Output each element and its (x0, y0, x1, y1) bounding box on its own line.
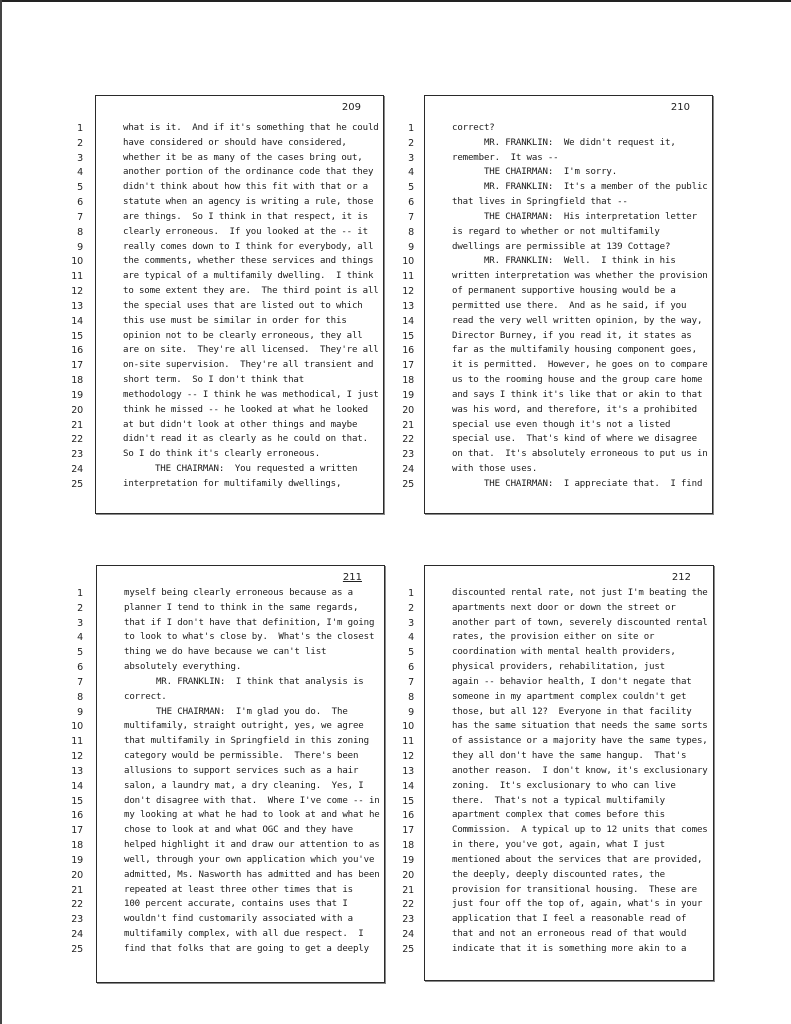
line-number: 1 (408, 588, 414, 599)
transcript-line: didn't read it as clearly as he could on that. (123, 434, 368, 445)
line-number: 10 (71, 721, 83, 733)
transcript-line: special use even though it's not a listed (452, 419, 671, 430)
line-number: 1 (77, 588, 83, 599)
line-number: 24 (71, 929, 83, 941)
transcript-line: coordination with mental health providers, (452, 647, 676, 658)
transcript-line: with those uses. (452, 464, 538, 475)
line-number: 9 (77, 706, 83, 718)
line-number: 9 (77, 241, 83, 253)
transcript-line: admitted, Ms. Nasworth has admitted and has been (124, 869, 380, 880)
line-number: 23 (71, 914, 83, 926)
line-number: 20 (402, 869, 414, 881)
line-number: 5 (408, 647, 414, 659)
transcript-line: don't disagree with that. Where I've come -- in (124, 795, 380, 806)
transcript-line: what is it. And if it's something that he could (123, 123, 379, 133)
transcript-line: on that. It's absolutely erroneous to put us in (452, 449, 708, 460)
line-number: 11 (71, 271, 83, 283)
transcript-line: provision for transitional housing. These are (452, 884, 697, 895)
transcript-line: MR. FRANKLIN: We didn't request it, (452, 137, 676, 148)
page-number: 211 (342, 572, 362, 583)
line-number: 13 (71, 765, 83, 777)
page-number: 209 (341, 102, 361, 113)
transcript-line: permitted use there. And as he said, if you (452, 300, 687, 311)
transcript-line: zoning. It's exclusionary to who can live (452, 780, 676, 791)
line-number: 12 (71, 286, 83, 298)
line-number: 21 (71, 884, 83, 896)
transcript-line: read the very well written opinion, by the way, (452, 315, 703, 326)
line-number: 7 (408, 676, 414, 688)
line-number: 4 (408, 167, 414, 179)
line-number: 19 (71, 854, 83, 866)
transcript-line: planner I tend to think in the same regards, (124, 602, 359, 613)
transcript-line: chose to look at and what OGC and they have (124, 825, 353, 836)
transcript-line: apartments next door or down the street or (452, 602, 676, 613)
transcript-line: written interpretation was whether the provision (452, 271, 708, 282)
transcript-line: of permanent supportive housing would be a (452, 286, 676, 297)
transcript-line: the special uses that are listed out to which (123, 300, 363, 311)
line-number: 17 (402, 360, 414, 372)
transcript-line: didn't think about how this fit with that or a (123, 182, 368, 193)
transcript-line: apartment complex that comes before this (452, 810, 665, 821)
transcript-line: at but didn't look at other things and maybe (123, 419, 358, 430)
line-number: 3 (408, 152, 414, 164)
line-number: 14 (71, 315, 83, 327)
transcript-line: 100 percent accurate, contains uses that I (124, 899, 348, 910)
line-number: 22 (402, 434, 414, 446)
transcript-line: again -- behavior health, I don't negate that (452, 676, 692, 687)
line-number: 20 (402, 404, 414, 416)
line-number: 8 (408, 226, 414, 238)
line-number: 20 (71, 869, 83, 881)
line-number: 6 (408, 197, 414, 209)
transcript-line: on-site supervision. They're all transient and (123, 360, 374, 371)
transcript-line: Director Burney, if you read it, it states as (452, 330, 692, 341)
transcript-line: there. That's not a typical multifamily (452, 795, 665, 806)
line-number: 14 (402, 315, 414, 327)
transcript-line: that lives in Springfield that -- (452, 197, 628, 208)
line-number: 2 (77, 602, 83, 614)
line-number: 13 (402, 300, 414, 312)
transcript-line: clearly erroneous. If you looked at the -- it (123, 226, 368, 237)
line-number: 12 (402, 751, 414, 763)
line-number: 15 (402, 330, 414, 342)
line-number: 4 (77, 167, 83, 179)
transcript-line: methodology -- I think he was methodical, I just (123, 389, 379, 400)
line-number: 24 (71, 464, 83, 476)
line-number: 11 (402, 271, 414, 283)
line-number: 24 (402, 464, 414, 476)
transcript-line: THE CHAIRMAN: I'm glad you do. The (124, 706, 348, 717)
page-number: 212 (671, 572, 691, 583)
transcript-line: physical providers, rehabilitation, just (452, 662, 665, 673)
line-number: 13 (402, 765, 414, 777)
transcript-line: my looking at what he had to look at and what he (124, 810, 380, 821)
line-number: 23 (402, 914, 414, 926)
transcript-line: myself being clearly erroneous because as a (124, 588, 353, 598)
line-number: 6 (77, 197, 83, 209)
transcript-line: think he missed -- he looked at what he looked (123, 404, 368, 415)
line-number: 7 (408, 211, 414, 223)
line-number: 18 (71, 375, 83, 387)
line-number: 15 (71, 795, 83, 807)
transcript-line: application that I feel a reasonable read of (452, 914, 687, 925)
transcript-line: of assistance or a majority have the same types, (452, 736, 708, 747)
line-number: 11 (402, 736, 414, 748)
transcript-line: rates, the provision either on site or (452, 632, 655, 643)
line-number: 5 (77, 182, 83, 194)
transcript-line: have considered or should have considered, (123, 137, 347, 148)
transcript-line: wouldn't find customarily associated with a (124, 914, 353, 925)
transcript-line: allusions to support services such as a hair (124, 765, 359, 776)
transcript-line: MR. FRANKLIN: I think that analysis is (124, 676, 364, 687)
line-number: 23 (71, 449, 83, 461)
transcript-line: helped highlight it and draw our attention to as (124, 840, 380, 851)
transcript-line: to some extent they are. The third point is all (123, 286, 379, 297)
line-number: 14 (402, 780, 414, 792)
transcript-line: special use. That's kind of where we disagree (452, 434, 697, 445)
transcript-line: remember. It was -- (452, 152, 559, 163)
transcript-line: multifamily complex, with all due respect. I (124, 929, 364, 940)
transcript-line: far as the multifamily housing component goes, (452, 345, 697, 356)
line-number: 8 (77, 691, 83, 703)
line-number: 2 (408, 137, 414, 149)
line-number: 9 (408, 706, 414, 718)
line-number: 14 (71, 780, 83, 792)
line-number: 16 (402, 345, 414, 357)
line-number: 10 (402, 256, 414, 268)
line-number: 25 (402, 478, 414, 490)
line-number: 5 (408, 182, 414, 194)
transcript-line: discounted rental rate, not just I'm beating the (452, 588, 708, 598)
line-number: 24 (402, 929, 414, 941)
transcript-line: well, through your own application which you've (124, 854, 375, 865)
transcript-line: repeated at least three other times that is (124, 884, 353, 895)
line-number: 21 (402, 419, 414, 431)
line-number: 22 (402, 899, 414, 911)
transcript-line: correct? (452, 123, 495, 133)
transcript-line: is regard to whether or not multifamily (452, 226, 660, 237)
line-number: 15 (402, 795, 414, 807)
transcript-line: MR. FRANKLIN: Well. I think in his (452, 256, 676, 267)
transcript-line: short term. So I don't think that (123, 375, 305, 386)
line-number: 16 (71, 345, 83, 357)
transcript-line: just four off the top of, again, what's in your (452, 899, 703, 910)
transcript-line: really comes down to I think for everybody, all (123, 241, 374, 252)
line-number: 10 (402, 721, 414, 733)
line-number: 3 (77, 152, 83, 164)
line-number: 13 (71, 300, 83, 312)
line-number: 12 (71, 751, 83, 763)
page-number: 210 (670, 102, 690, 113)
transcript-line: someone in my apartment complex couldn't get (452, 691, 687, 702)
transcript-line: mentioned about the services that are provided, (452, 854, 703, 865)
line-number: 8 (408, 691, 414, 703)
transcript-line: in there, you've got, again, what I just (452, 840, 665, 851)
transcript-line: dwellings are permissible at 139 Cottage? (452, 241, 671, 252)
line-number: 19 (402, 389, 414, 401)
transcript-line: us to the rooming house and the group care home (452, 375, 703, 386)
line-number: 16 (402, 810, 414, 822)
transcript-line: find that folks that are going to get a deeply (124, 943, 369, 954)
line-number: 6 (408, 662, 414, 674)
line-number: 25 (402, 943, 414, 955)
transcript-line: those, but all 12? Everyone in that facility (452, 706, 692, 717)
transcript-line: was his word, and therefore, it's a prohibited (452, 404, 697, 415)
line-number: 18 (402, 375, 414, 387)
transcript-line: category would be permissible. There's been (124, 751, 359, 762)
transcript-line: THE CHAIRMAN: You requested a written (123, 464, 358, 475)
transcript-line: that and not an erroneous read of that would (452, 929, 687, 940)
line-number: 8 (77, 226, 83, 238)
line-number: 2 (408, 602, 414, 614)
line-number: 15 (71, 330, 83, 342)
transcript-line: THE CHAIRMAN: I'm sorry. (452, 167, 618, 178)
line-number: 19 (71, 389, 83, 401)
line-number: 17 (71, 360, 83, 372)
transcript-line: MR. FRANKLIN: It's a member of the public (452, 182, 708, 193)
line-number: 1 (408, 123, 414, 134)
transcript-line: absolutely everything. (124, 662, 242, 673)
transcript-line: THE CHAIRMAN: His interpretation letter (452, 211, 697, 222)
transcript-line: opinion not to be clearly erroneous, they all (123, 330, 363, 341)
transcript-line: Commission. A typical up to 12 units that comes (452, 825, 708, 836)
transcript-line: are on site. They're all licensed. They're all (123, 345, 379, 356)
transcript-line: thing we do have because we can't list (124, 647, 327, 658)
transcript-line: statute when an agency is writing a rule, those (123, 197, 374, 208)
transcript-line: are typical of a multifamily dwelling. I think (123, 271, 374, 282)
transcript-line: that multifamily in Springfield in this zoning (124, 736, 369, 747)
transcript-line: it is permitted. However, he goes on to compare (452, 360, 708, 371)
transcript-line: and says I think it's like that or akin to that (452, 389, 703, 400)
transcript-line: the comments, whether these services and things (123, 256, 374, 267)
line-number: 17 (71, 825, 83, 837)
line-number: 4 (408, 632, 414, 644)
transcript-line: another part of town, severely discounted rental (452, 617, 708, 628)
scan-edge-left (0, 0, 2, 1024)
line-number: 19 (402, 854, 414, 866)
line-number: 17 (402, 825, 414, 837)
transcript-line: multifamily, straight outright, yes, we agree (124, 721, 364, 732)
line-number: 3 (408, 617, 414, 629)
line-number: 18 (71, 840, 83, 852)
line-number: 1 (77, 123, 83, 134)
line-number: 25 (71, 943, 83, 955)
transcript-line: to look to what's close by. What's the closest (124, 632, 375, 643)
transcript-line: that if I don't have that definition, I'm going (124, 617, 375, 628)
line-number: 7 (77, 676, 83, 688)
transcript-line: are things. So I think in that respect, it is (123, 211, 368, 222)
line-number: 11 (71, 736, 83, 748)
transcript-line: correct. (124, 691, 167, 702)
line-number: 22 (71, 434, 83, 446)
line-number: 23 (402, 449, 414, 461)
line-number: 10 (71, 256, 83, 268)
line-number: 12 (402, 286, 414, 298)
transcript-line: the deeply, deeply discounted rates, the (452, 869, 665, 880)
transcript-line: another portion of the ordinance code that they (123, 167, 374, 178)
line-number: 21 (71, 419, 83, 431)
line-number: 4 (77, 632, 83, 644)
transcript-line: So I do think it's clearly erroneous. (123, 449, 321, 460)
line-number: 5 (77, 647, 83, 659)
transcript-line: indicate that it is something more akin to a (452, 943, 687, 954)
scan-edge-top (0, 0, 791, 2)
line-number: 2 (77, 137, 83, 149)
line-number: 3 (77, 617, 83, 629)
transcript-line: they all don't have the same hangup. That's (452, 751, 687, 762)
line-number: 7 (77, 211, 83, 223)
transcript-line: whether it be as many of the cases bring out, (123, 152, 363, 163)
transcript-line: another reason. I don't know, it's exclusionary (452, 765, 708, 776)
transcript-line: THE CHAIRMAN: I appreciate that. I find (452, 478, 703, 489)
line-number: 21 (402, 884, 414, 896)
transcript-line: salon, a laundry mat, a dry cleaning. Yes, I (124, 780, 364, 791)
line-number: 6 (77, 662, 83, 674)
line-number: 16 (71, 810, 83, 822)
transcript-line: interpretation for multifamily dwellings, (123, 478, 342, 489)
line-number: 20 (71, 404, 83, 416)
transcript-line: this use must be similar in order for this (123, 315, 347, 326)
line-number: 25 (71, 478, 83, 490)
line-number: 18 (402, 840, 414, 852)
line-number: 9 (408, 241, 414, 253)
transcript-line: has the same situation that needs the same sorts (452, 721, 708, 732)
line-number: 22 (71, 899, 83, 911)
